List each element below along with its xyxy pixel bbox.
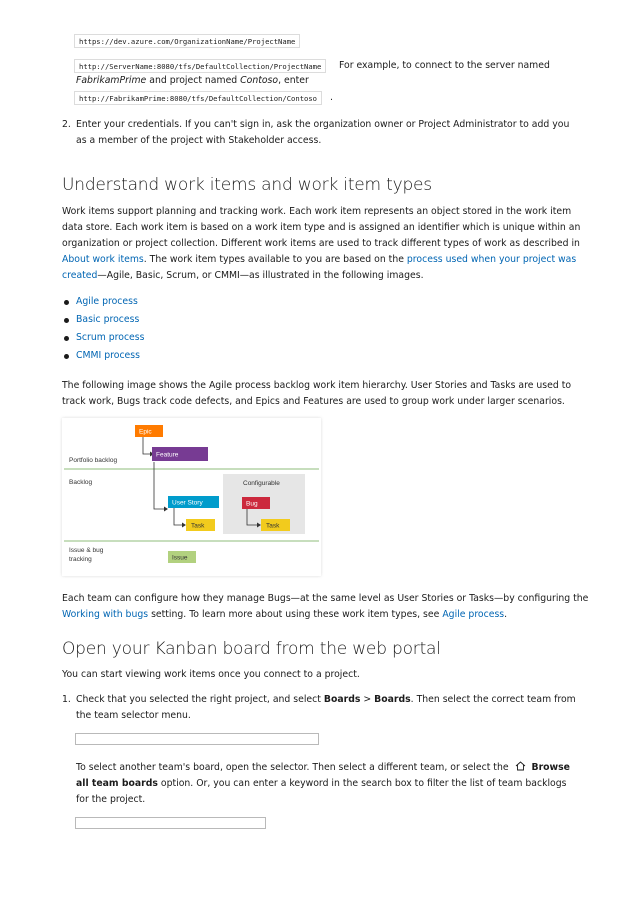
portfolio-backlog-label: Portfolio backlog — [69, 457, 118, 464]
agile-process-link[interactable]: Agile process — [76, 296, 138, 307]
boards-submenu-label: Boards — [374, 694, 411, 705]
feature-label: Feature — [156, 451, 179, 459]
para1-line4-text: . The work item types available to you are based on the — [143, 254, 404, 265]
substep-line3: for the project. — [76, 794, 146, 805]
arrow-head — [164, 507, 168, 512]
bug-label: Bug — [246, 500, 258, 508]
para3-period: . — [504, 609, 508, 620]
working-with-bugs-link[interactable]: Working with bugs — [62, 609, 149, 620]
para2-line2: track work, Bugs track code defects, and Epics and Features are used to group work under larger scenarios. — [62, 396, 565, 407]
para1-line1: Work items support planning and tracking work. Each work item represents an object stored in the work item — [62, 206, 572, 217]
para3-line2-text: setting. To learn more about using these work item types, see — [151, 609, 440, 620]
team-selector-image-placeholder — [75, 733, 319, 745]
para3-line2 — [62, 607, 507, 623]
boards-menu-label: Boards — [323, 694, 361, 705]
step2-line2: as a member of the project with Stakeholder access. — [76, 135, 322, 146]
substep-text-b: option. Or, you can enter a keyword in the search box to filter the list of team backlogs — [160, 778, 567, 789]
created-link[interactable]: created — [62, 270, 98, 281]
scrum-process-link[interactable]: Scrum process — [76, 332, 145, 343]
bullet — [64, 318, 69, 323]
step2-number: 2. — [62, 119, 71, 130]
arrow-head — [182, 523, 186, 528]
user-story-label: User Story — [172, 499, 203, 507]
epic-label: Epic — [139, 428, 152, 436]
home-icon — [515, 761, 526, 771]
enter-text: , enter — [278, 75, 309, 86]
para1-line5-text: —Agile, Basic, Scrum, or CMMI—as illustrated in the following images. — [97, 270, 424, 281]
step2-line1: Enter your credentials. If you can't sign in, ask the organization owner or Project Administrator to add you — [76, 119, 570, 130]
issue-tracking-label-2: tracking — [69, 556, 92, 563]
about-work-items-link[interactable]: About work items — [62, 254, 144, 265]
server-name: FabrikamPrime — [76, 75, 147, 86]
backlog-label: Backlog — [69, 479, 93, 486]
section-heading-kanban: Open your Kanban board from the web portal — [62, 639, 441, 659]
substep-line1 — [76, 760, 570, 776]
step1-line1 — [76, 692, 576, 708]
section2-intro: You can start viewing work items once you connect to a project. — [62, 669, 360, 680]
para3-line1: Each team can configure how they manage Bugs—at the same level as User Stories or Tasks—by configuring the — [62, 593, 589, 604]
bullet — [64, 336, 69, 341]
period-text: . — [330, 92, 333, 103]
process-used-link[interactable]: process used when your project was — [406, 254, 577, 265]
example-line2 — [76, 73, 309, 89]
connector-epic-feature — [143, 435, 150, 454]
agile-process-link-2[interactable]: Agile process — [442, 609, 505, 620]
step1-number: 1. — [62, 694, 71, 705]
connector-story-task — [174, 507, 182, 525]
breadcrumb-separator: > — [363, 694, 372, 705]
bullet — [64, 354, 69, 359]
cmmi-process-link[interactable]: CMMI process — [76, 350, 140, 361]
url-server-code: http://ServerName:8080/tfs/DefaultCollection/ProjectName — [74, 59, 326, 73]
issue-label: Issue — [172, 554, 188, 562]
step1-line2: the team selector menu. — [76, 710, 191, 721]
para1-line5 — [62, 268, 424, 284]
step1-text-b: . Then select the correct team from — [410, 694, 576, 705]
browse-boards-image-placeholder — [75, 817, 266, 829]
task-label-2: Task — [266, 522, 280, 530]
browse-label: Browse — [531, 762, 570, 773]
url-example-code: http://FabrikamPrime:8080/tfs/DefaultCollection/Contoso — [74, 91, 322, 105]
section-heading-work-items: Understand work items and work item types — [62, 175, 432, 195]
task-label: Task — [191, 522, 205, 530]
basic-process-link[interactable]: Basic process — [76, 314, 140, 325]
hierarchy-svg — [62, 418, 321, 576]
step1-text-a: Check that you selected the right project, and select — [76, 694, 321, 705]
all-team-boards-label: all team boards — [76, 778, 158, 789]
para2-line1: The following image shows the Agile process backlog work item hierarchy. User Stories and Tasks are used to — [62, 380, 572, 391]
and-project-text: and project named — [149, 75, 238, 86]
url-org-code: https://dev.azure.com/OrganizationName/ProjectName — [74, 34, 300, 48]
para1-line3: organization or project collection. Different work items are used to track different types of work as described in — [62, 238, 580, 249]
para1-line2: data store. Each work item is based on a work item type and is assigned an identifier which is unique within an — [62, 222, 581, 233]
example-text: For example, to connect to the server named — [339, 60, 550, 71]
project-name: Contoso — [240, 75, 279, 86]
bullet — [64, 300, 69, 305]
agile-hierarchy-diagram — [62, 418, 321, 576]
configurable-label: Configurable — [243, 480, 280, 487]
substep-line2 — [76, 776, 566, 792]
para1-line4 — [62, 252, 576, 268]
issue-tracking-label-1: Issue & bug — [69, 547, 104, 554]
substep-text-a: To select another team's board, open the selector. Then select a different team, or select the — [76, 762, 509, 773]
